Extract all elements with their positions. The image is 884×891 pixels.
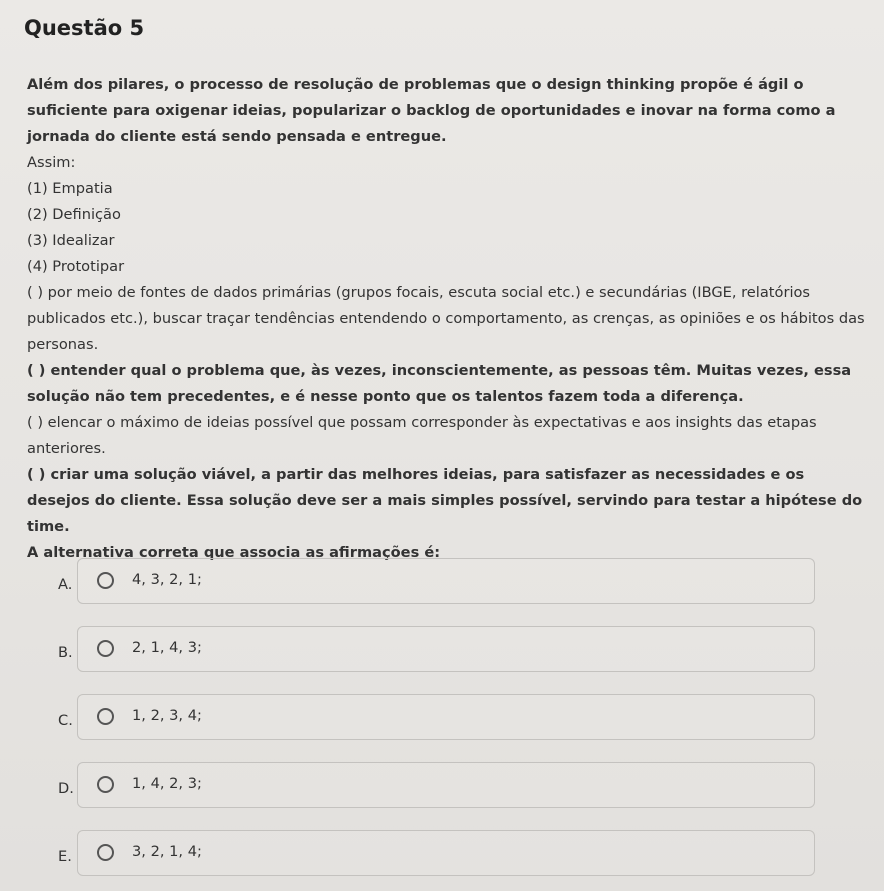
statement-item: ( ) elencar o máximo de ideias possível que possam corresponder às expectativas e aos insights das etapas anteriores. <box>27 414 817 457</box>
option-d-row <box>0 762 884 812</box>
option-e-text: 3, 2, 1, 4; <box>132 843 202 860</box>
statement-item: ( ) criar uma solução viável, a partir das melhores ideias, para satisfazer as necessidades e os desejos do cliente. Essa solução deve ser a mais simples possível, servindo para testar a hipótese do time. <box>27 466 863 535</box>
list-item: (2) Definição <box>27 206 121 223</box>
option-e-letter: E. <box>58 848 72 865</box>
option-e-row <box>0 830 884 880</box>
list-item: (1) Empatia <box>27 180 113 197</box>
option-a-text: 4, 3, 2, 1; <box>132 571 202 588</box>
option-b-row <box>0 626 884 676</box>
radio-circle-icon[interactable] <box>97 572 114 589</box>
option-b-letter: B. <box>58 644 73 661</box>
option-d-text: 1, 4, 2, 3; <box>132 775 202 792</box>
option-d-choice[interactable] <box>77 762 815 808</box>
question-title: Questão 5 <box>24 16 145 40</box>
list-item: (4) Prototipar <box>27 258 125 275</box>
radio-circle-icon[interactable] <box>97 776 114 793</box>
option-c-choice[interactable] <box>77 694 815 740</box>
option-c-letter: C. <box>58 712 73 729</box>
option-b-choice[interactable] <box>77 626 815 672</box>
option-d-letter: D. <box>58 780 74 797</box>
option-c-text: 1, 2, 3, 4; <box>132 707 202 724</box>
question-prompt: A alternativa correta que associa as afirmações é: <box>27 544 441 561</box>
option-a-letter: A. <box>58 576 73 593</box>
statement-item: ( ) por meio de fontes de dados primárias (grupos focais, escuta social etc.) e secundárias (IBGE, relatórios publicados etc.), buscar traçar tendências entendendo o comportamento, as crenças, as opiniões e os hábitos das personas. <box>27 284 865 353</box>
option-c-row <box>0 694 884 744</box>
option-a-choice[interactable] <box>77 558 815 604</box>
option-b-text: 2, 1, 4, 3; <box>132 639 202 656</box>
option-a-row <box>0 558 884 608</box>
statement-item: ( ) entender qual o problema que, às vezes, inconscientemente, as pessoas têm. Muitas vezes, essa solução não tem precedentes, e é nesse ponto que os talentos fazem toda a diferença. <box>27 362 852 405</box>
question-assim: Assim: <box>27 154 76 171</box>
radio-circle-icon[interactable] <box>97 708 114 725</box>
radio-circle-icon[interactable] <box>97 640 114 657</box>
option-e-choice[interactable] <box>77 830 815 876</box>
question-body <box>27 72 867 566</box>
radio-circle-icon[interactable] <box>97 844 114 861</box>
question-intro: Além dos pilares, o processo de resolução de problemas que o design thinking propõe é ágil o suficiente para oxigenar ideias, popularizar o backlog de oportunidades e inovar na forma como a jornada do cliente está sendo pensada e entregue. <box>27 76 836 145</box>
list-item: (3) Idealizar <box>27 232 115 249</box>
